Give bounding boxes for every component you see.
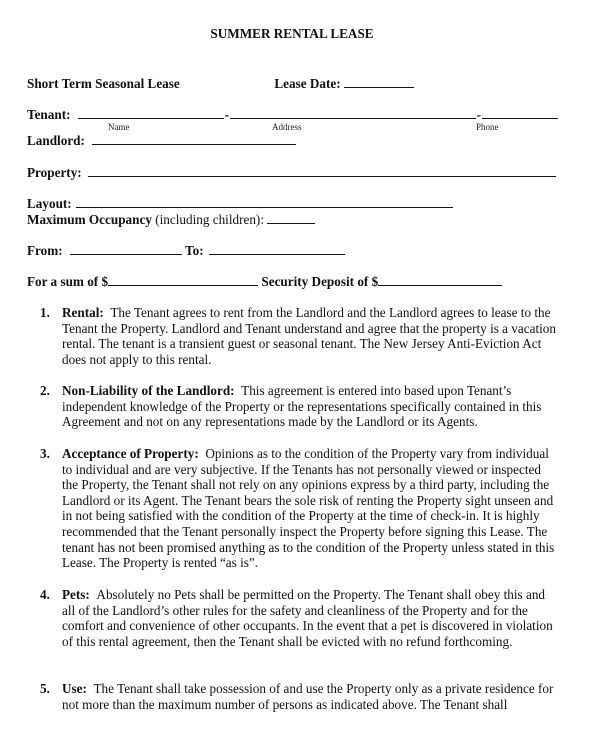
lease-date-label: Lease Date: xyxy=(274,76,341,91)
section-number: 3. xyxy=(40,446,50,461)
property-label: Property: xyxy=(27,165,82,180)
document-title: SUMMER RENTAL LEASE xyxy=(210,26,374,41)
deposit-field[interactable] xyxy=(378,274,502,286)
to-label: To: xyxy=(185,243,204,258)
lease-subtitle: Short Term Seasonal Lease xyxy=(27,76,180,91)
section-number: 5. xyxy=(40,681,50,696)
tenant-label: Tenant: xyxy=(27,107,71,122)
dates-row xyxy=(27,243,345,259)
sum-field[interactable] xyxy=(108,274,258,286)
deposit-label: Security Deposit of $ xyxy=(261,274,379,289)
landlord-field[interactable] xyxy=(92,133,296,145)
to-field[interactable] xyxy=(209,243,345,255)
tenant-name-caption: Name xyxy=(108,122,130,132)
landlord-label: Landlord: xyxy=(27,133,85,148)
section-text: This agreement is entered into based upon Tenant’s independent knowledge of the Property or the representations specifically contained in this Agreement and not on any representations made by the Landlord or its Agents. xyxy=(62,383,542,430)
tenant-phone-caption: Phone xyxy=(476,122,499,132)
max-occupancy-note: (including children): xyxy=(155,212,264,227)
section-heading: Use: xyxy=(62,681,87,696)
max-occupancy-label: Maximum Occupancy xyxy=(27,212,152,227)
section-text: Absolutely no Pets shall be permitted on the Property. The Tenant shall obey this and all of the Landlord’s other rules for the safety and cleanliness of the Property and for the comfort and convenience of other occupants. In the event that a pet is discovered in violation of this rental agreement, then the Tenant shall be evicted with no refund forthcoming. xyxy=(62,587,553,649)
property-field[interactable] xyxy=(88,165,556,177)
sum-label: For a sum of $ xyxy=(27,274,109,289)
section-text: Opinions as to the condition of the Property vary from individual to individual and are very subjective. If the Tenants has not personally viewed or inspected the Property, the Tenant shall not rely on any opinions express by a third party, including the Landlord or its Agent. The Tenant bears the sole risk of renting the Property sight unseen and in not being satisfied with the condition of the Property at the time of check-in. It is highly recommended that the Tenant personally inspect the Property before signing this Lease. The tenant has not been promised anything as to the condition of the Property unless stated in this Lease. The Property is rented “as is”. xyxy=(62,446,555,571)
lease-header-row xyxy=(27,76,414,92)
section-heading: Pets: xyxy=(62,587,90,602)
max-occupancy-row xyxy=(27,212,315,228)
tenant-phone-field[interactable] xyxy=(482,107,558,119)
section-acceptance xyxy=(40,446,560,571)
from-field[interactable] xyxy=(70,243,182,255)
layout-row xyxy=(27,196,453,212)
section-number: 2. xyxy=(40,383,50,398)
section-heading: Acceptance of Property: xyxy=(62,446,199,461)
property-row xyxy=(27,165,556,181)
layout-label: Layout: xyxy=(27,196,72,211)
max-occupancy-field[interactable] xyxy=(267,212,315,224)
tenant-row: Tenant: - - xyxy=(27,107,558,123)
lease-date-field[interactable] xyxy=(344,76,414,88)
section-text: The Tenant shall take possession of and use the Property only as a private residence for not more than the maximum number of persons as indicated above. The Tenant shall xyxy=(62,681,554,712)
section-non-liability xyxy=(40,383,560,430)
section-rental xyxy=(40,305,560,367)
section-heading: Non-Liability of the Landlord: xyxy=(62,383,235,398)
tenant-name-field[interactable] xyxy=(78,107,224,119)
landlord-row xyxy=(27,133,296,149)
section-pets xyxy=(40,587,560,649)
tenant-address-caption: Address xyxy=(272,122,302,132)
section-number: 4. xyxy=(40,587,50,602)
section-heading: Rental: xyxy=(62,305,104,320)
section-text: The Tenant agrees to rent from the Landlord and the Landlord agrees to lease to the Tenant the Property. Landlord and Tenant understand and agree that the property is a vacation rental. The tenant is a transient guest or seasonal tenant. The New Jersey Anti-Eviction Act does not apply to this rental. xyxy=(62,305,556,367)
layout-field[interactable] xyxy=(76,196,453,208)
section-use xyxy=(40,681,560,712)
section-number: 1. xyxy=(40,305,50,320)
tenant-address-field[interactable] xyxy=(230,107,476,119)
payment-row xyxy=(27,274,502,290)
from-label: From: xyxy=(27,243,63,258)
